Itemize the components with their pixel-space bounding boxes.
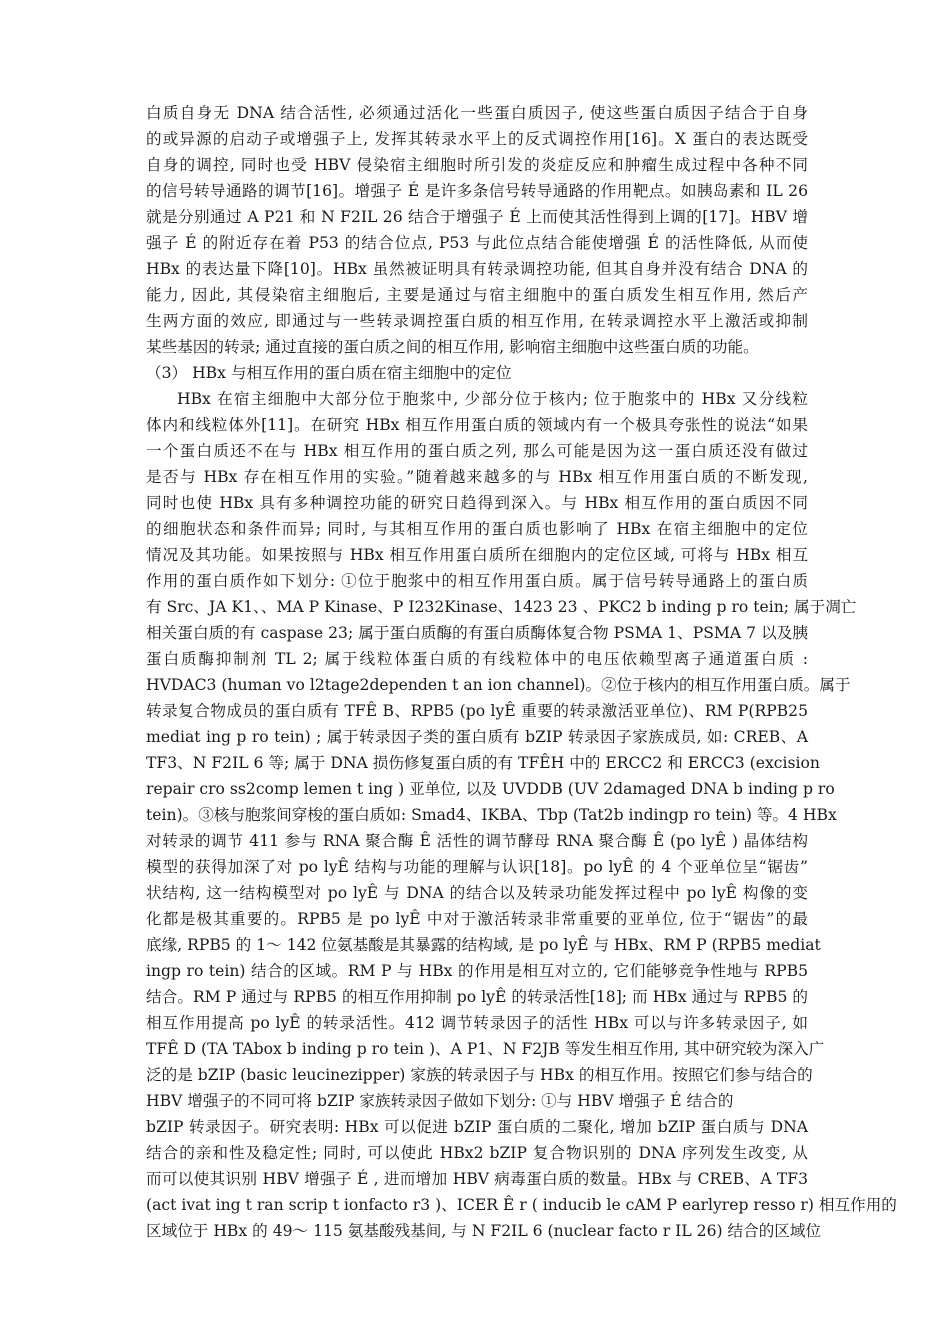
text-line: (act ivat ing t ran scrip t ionfacto r3 )、ICER Ê r ( inducib le cAM P earlyrep resso r) 相互作用的 <box>146 1196 897 1214</box>
text-line: 结合的亲和性及稳定性; 同时, 可以使此 HBx2 bZIP 复合物识别的 DNA 序列发生改变, 从 <box>146 1144 808 1162</box>
text-line: 的细胞状态和条件而异; 同时, 与其相互作用的蛋白质也影响了 HBx 在宿主细胞中的定位 <box>146 520 808 538</box>
text-line: 生两方面的效应, 即通过与一些转录调控蛋白质的相互作用, 在转录调控水平上激活或抑制 <box>146 312 808 330</box>
text-line: 的信号转导通路的调节[16]。增强子 É 是许多条信号转导通路的作用靶点。如胰岛素和 IL 26 <box>146 182 809 200</box>
text-line: 相关蛋白质的有 caspase 23; 属于蛋白质酶的有蛋白质酶体复合物 PSMA 1、PSMA 7 以及胰 <box>146 624 808 642</box>
text-line: TFÊ D (TA TAbox b inding p ro tein )、A P1、N F2JB 等发生相互作用, 其中研究较为深入广 <box>146 1040 825 1058</box>
text-line: HBV 增强子的不同可将 bZIP 家族转录因子做如下划分: ①与 HBV 增强子 É 结合的 <box>146 1092 734 1110</box>
text-line: 白质自身无 DNA 结合活性, 必须通过活化一些蛋白质因子, 使这些蛋白质因子结合于自身 <box>146 104 808 122</box>
text-line: 泛的是 bZIP (basic leucinezipper) 家族的转录因子与 HBx 的相互作用。按照它们参与结合的 <box>146 1066 813 1084</box>
text-line: 就是分别通过 A P21 和 N F2IL 26 结合于增强子 É 上而使其活性得到上调的[17]。HBV 增 <box>146 208 808 226</box>
text-line: ingp ro tein) 结合的区域。RM P 与 HBx 的作用是相互对立的, 它们能够竞争性地与 RPB5 <box>146 962 808 980</box>
text-line: 体内和线粒体外[11]。在研究 HBx 相互作用蛋白质的领域内有一个极具夸张性的说法“如果 <box>146 416 808 434</box>
text-line: bZIP 转录因子。研究表明: HBx 可以促进 bZIP 蛋白质的二聚化, 增加 bZIP 蛋白质与 DNA <box>146 1118 808 1136</box>
text-line: 能力, 因此, 其侵染宿主细胞后, 主要是通过与宿主细胞中的蛋白质发生相互作用, 然后产 <box>146 286 808 304</box>
text-line: 有 Src、JA K1、、MA P Kinase、P I232Kinase、1423 23 、PKC2 b inding p ro tein; 属于凋亡 <box>146 598 857 616</box>
text-line: 一个蛋白质还不在与 HBx 相互作用的蛋白质之列, 那么可能是因为这一蛋白质还没有做过 <box>146 442 808 460</box>
text-line: TF3、N F2IL 6 等; 属于 DNA 损伤修复蛋白质的有 TFÊH 中的 ERCC2 和 ERCC3 (excision <box>146 754 820 772</box>
text-line: HBx 在宿主细胞中大部分位于胞浆中, 少部分位于核内; 位于胞浆中的 HBx 又分线粒 <box>177 390 808 408</box>
text-line: 自身的调控, 同时也受 HBV 侵染宿主细胞时所引发的炎症反应和肿瘤生成过程中各种不同 <box>146 156 808 174</box>
text-line: 区域位于 HBx 的 49～ 115 氨基酸残基间, 与 N F2IL 6 (nuclear facto r IL 26) 结合的区域位 <box>146 1222 822 1240</box>
text-line: 同时也使 HBx 具有多种调控功能的研究日趋得到深入。与 HBx 相互作用的蛋白质因不同 <box>146 494 808 512</box>
text-line: tein)。③核与胞浆间穿梭的蛋白质如: Smad4、IKBA、Tbp (Tat2b indingp ro tein) 等。4 HBx <box>146 806 837 824</box>
text-line: 作用的蛋白质作如下划分: ①位于胞浆中的相互作用蛋白质。属于信号转导通路上的蛋白质 <box>146 572 808 590</box>
text-line: 结合。RM P 通过与 RPB5 的相互作用抑制 po lyÊ 的转录活性[18]; 而 HBx 通过与 RPB5 的 <box>146 988 808 1006</box>
text-line: 对转录的调节 411 参与 RNA 聚合酶 Ê 活性的调节酵母 RNA 聚合酶 Ê (po lyÊ ) 晶体结构 <box>146 832 808 850</box>
text-line: 而可以使其识别 HBV 增强子 É , 进而增加 HBV 病毒蛋白质的数量。HBx 与 CREB、A TF3 <box>146 1170 808 1188</box>
text-line: 某些基因的转录; 通过直接的蛋白质之间的相互作用, 影响宿主细胞中这些蛋白质的功能。 <box>146 338 759 356</box>
text-line: 化都是极其重要的。RPB5 是 po lyÊ 中对于激活转录非常重要的亚单位, 位于“锯齿”的最 <box>146 910 808 928</box>
text-line: 模型的获得加深了对 po lyÊ 结构与功能的理解与认识[18]。po lyÊ 的 4 个亚单位呈“锯齿” <box>146 858 808 876</box>
text-line: mediat ing p ro tein) ; 属于转录因子类的蛋白质有 bZIP 转录因子家族成员, 如: CREB、A <box>146 728 808 746</box>
text-line: HVDAC3 (human vo l2tage2dependen t an ion channel)。②位于核内的相互作用蛋白质。属于 <box>146 676 851 694</box>
text-line: 强子 É 的附近存在着 P53 的结合位点, P53 与此位点结合能使增强 É 的活性降低, 从而使 <box>146 234 808 252</box>
section-heading: （3） HBx 与相互作用的蛋白质在宿主细胞中的定位 <box>146 364 512 382</box>
text-line: 是否与 HBx 存在相互作用的实验。”随着越来越多的与 HBx 相互作用蛋白质的不断发现, <box>146 468 808 486</box>
text-line: HBx 的表达量下降[10]。HBx 虽然被证明具有转录调控功能, 但其自身并没有结合 DNA 的 <box>146 260 808 278</box>
text-line: 的或异源的启动子或增强子上, 发挥其转录水平上的反式调控作用[16]。X 蛋白的表达既受 <box>146 130 808 148</box>
text-line: 状结构, 这一结构模型对 po lyÊ 与 DNA 的结合以及转录功能发挥过程中 po lyÊ 构像的变 <box>146 884 808 902</box>
text-line: 转录复合物成员的蛋白质有 TFÊ B、RPB5 (po lyÊ 重要的转录激活亚单位)、RM P(RPB25 <box>146 702 808 720</box>
text-line: 底缘, RPB5 的 1～ 142 位氨基酸是其暴露的结构域, 是 po lyÊ 与 HBx、RM P (RPB5 mediat <box>146 936 821 954</box>
text-line: 情况及其功能。如果按照与 HBx 相互作用蛋白质所在细胞内的定位区域, 可将与 HBx 相互 <box>146 546 808 564</box>
text-line: 相互作用提高 po lyÊ 的转录活性。412 调节转录因子的活性 HBx 可以与许多转录因子, 如 <box>146 1014 808 1032</box>
text-line: repair cro ss2comp lemen t ing ) 亚单位, 以及 UVDDB (UV 2damaged DNA b inding p ro <box>146 780 835 798</box>
text-line: 蛋白质酶抑制剂 TL 2; 属于线粒体蛋白质的有线粒体中的电压依赖型离子通道蛋白质 : <box>146 650 808 668</box>
